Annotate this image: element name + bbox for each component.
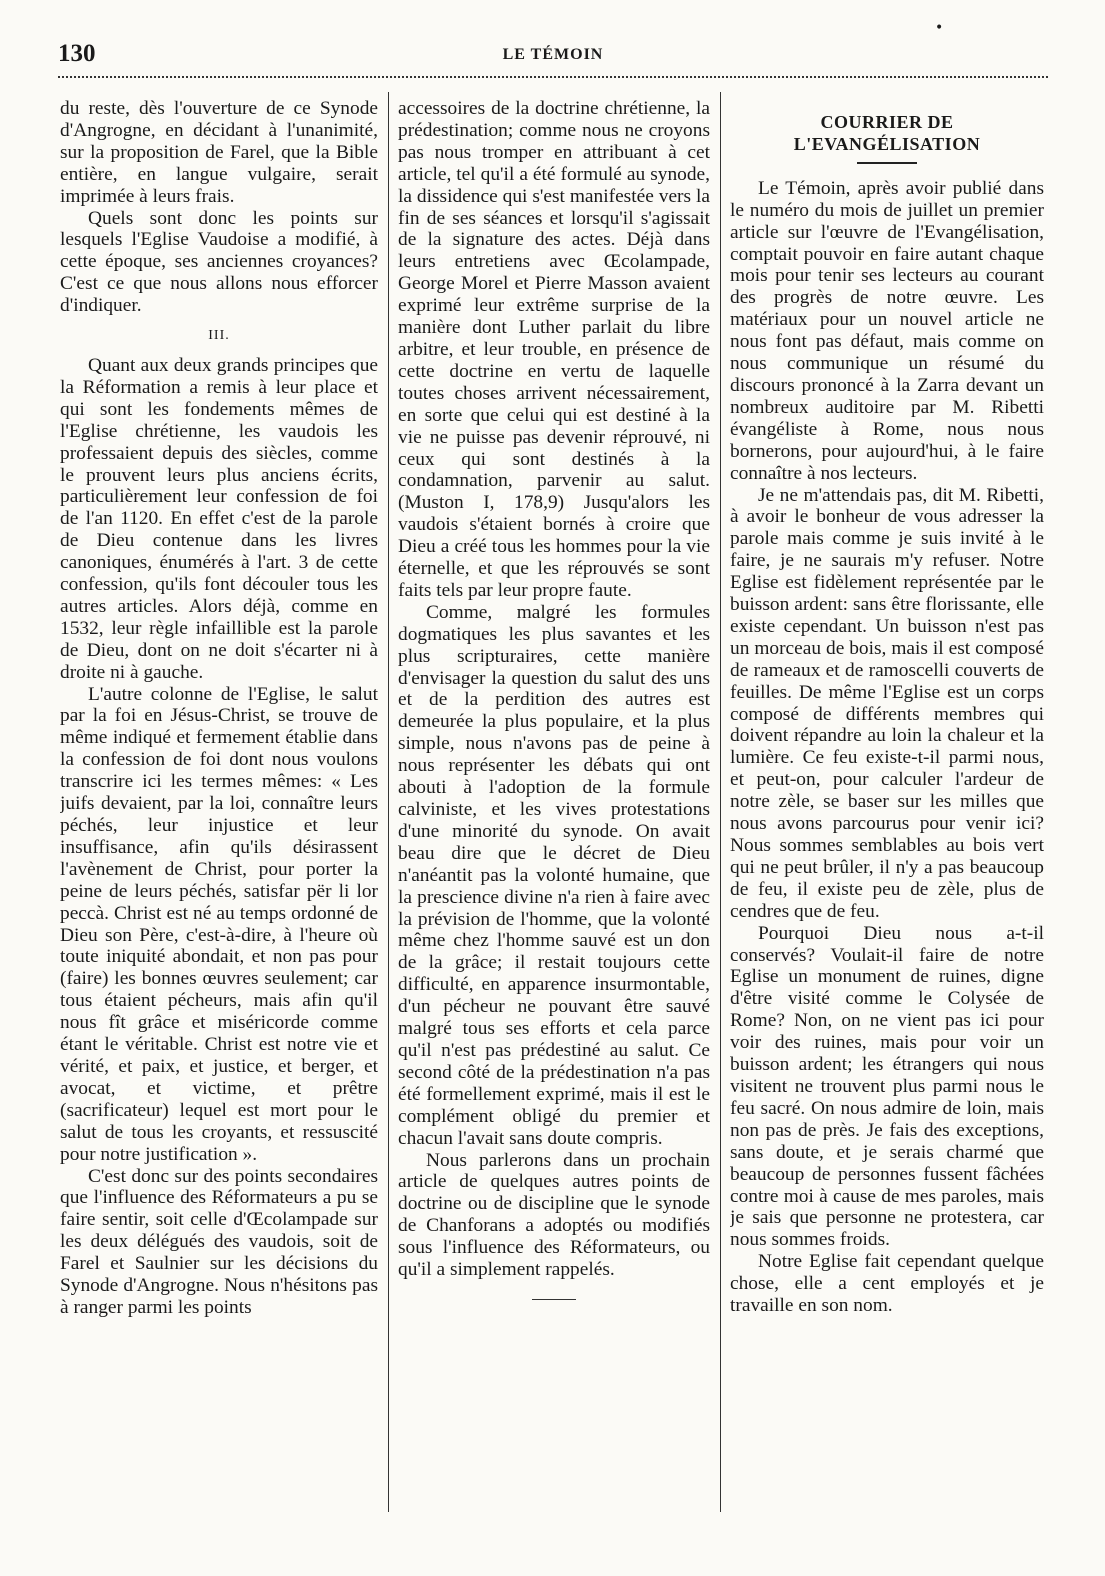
heading-rule (857, 162, 917, 164)
page-number: 130 (58, 40, 96, 67)
paragraph: du reste, dès l'ouverture de ce Synode d'Angrogne, en décidant à l'unanimité, sur la proposition de Farel, que la Bible entière, en langue vulgaire, serait imprimée à leurs frais. (60, 98, 378, 207)
column-divider (388, 92, 389, 1512)
journal-title: LE TÉMOIN (502, 46, 604, 63)
paragraph: C'est donc sur des points secondaires que l'influence des Réformateurs a pu se faire sentir, soit celle d'Œcolampade sur les deux délégués des vaudois, soit de Farel et Saulnier sur les décisions du Synode d'Angrogne. Nous n'hésitons pas à ranger parmi les points (60, 1165, 378, 1318)
section-marker: III. (208, 328, 230, 344)
print-speck: • (935, 20, 944, 36)
paragraph: Le Témoin, après avoir publié dans le numéro du mois de juillet un premier article sur l'œuvre de l'Evangélisation, comptait pouvoir en faire autant chaque mois pour tenir ses lecteurs au courant des progrès de notre œuvre. Les matériaux pour un nouvel article ne nous font pas défaut, mais comme on nous communique un résumé du discours prononcé à la Zarra devant un nombreux auditoire par M. Ribetti évangéliste à Rome, nous nous bornerons, pour aujourd'hui, à le faire connaître à nos lecteurs. (730, 177, 1044, 484)
paragraph: Comme, malgré les formules dogmatiques les plus savantes et les plus scripturaires, cette manière d'envisager la question du salut des uns et de la perdition des autres est demeurée la plus populaire, et la plus simple, nous n'avons pas de peine à nous représenter les débats qui ont abouti à l'adoption de la formule calviniste, et les vives protestations d'une minorité du synode. On avait beau dire que le décret de Dieu n'anéantit pas la volonté humaine, que la prescience divine n'a rien à faire avec la prévision de l'homme, que la volonté même chez l'homme sauvé est un don de la grâce; il restait toujours cette difficulté, en apparence insurmontable, d'un pécheur ne pouvant être sauvé malgré tous ses efforts et cela parce qu'il n'est pas prédestiné au salut. Ce second côté de la prédestination n'a pas été formellement exprimé, mais il est le complément obligé du premier et chacun l'avait sans doute compris. (398, 601, 710, 1149)
paragraph: accessoires de la doctrine chrétienne, la prédestination; comme nous ne croyons pas nous tromper en attribuant à cet article, tel qu'il a été formulé au synode, la dissidence qui s'est manifestée vers la fin de ses séances et lorsqu'il s'agissait de la signature des actes. Déjà dans leurs entretiens avec Œcolampade, George Morel et Pierre Masson avaient exprimé leur extrême surprise de la manière dont Luther parlait du libre arbitre, et leur trouble, en présence de cette doctrine en vertu de laquelle toutes choses arrivent nécessairement, en sorte que celui qui est destiné à la vie ne puisse pas devenir réprouvé, ni ceux qui sont destinés à la condamnation, parvenir au salut. (Muston I, 178,9) Jusqu'alors les vaudois s'étaient bornés à croire que Dieu a créé tous les hommes pour la vie éternelle, et que les réprouvés se sont faits tels par leur propre faute. (398, 98, 710, 601)
paragraph: Nous parlerons dans un prochain article de quelques autres points de doctrine ou de discipline que le synode de Chanforans a adoptés ou modifiés sous l'influence des Réformateurs, ou qu'il a simplement rappelés. (398, 1149, 710, 1281)
paragraph: Quels sont donc les points sur lesquels l'Eglise Vaudoise a modifié, à cette époque, ses anciennes croyances? C'est ce que nous allons nous efforcer d'indiquer. (60, 207, 378, 317)
page-header (58, 36, 1048, 76)
paragraph: L'autre colonne de l'Eglise, le salut par la foi en Jésus-Christ, se trouve de même indiqué et fermement établie dans la confession de foi dont nous voulons transcrire ici les termes mêmes: « Les juifs devaient, par la loi, connaître leurs péchés, leur injustice et leur insuffisance, afin qu'ils désirassent l'avènement de Christ, pour porter la peine de leurs péchés, satisfar për li lor peccà. Christ est né au temps ordonné de Dieu son Père, c'est-à-dire, à l'heure où toute iniquité abondait, et non pas pour (faire) les bonnes œuvres seulement; car tous étaient pécheurs, mais afin qu'il nous fît grâce et miséricorde comme étant le véritable. Christ est notre vie et vérité, et paix, et justice, et berger, et avocat, et victime, et prêtre (sacrificateur) lequel est mort pour le salut de tous les croyants, et ressuscité pour notre justification ». (60, 683, 378, 1165)
article-end-rule (532, 1299, 576, 1300)
paragraph: Pourquoi Dieu nous a-t-il conservés? Voulait-il faire de notre Eglise un monument de ruines, digne d'être visité comme le Colysée de Rome? Non, on ne vient pas ici pour voir des ruines, mais pour voir un buisson ardent; les étrangers qui nous visitent ne trouvent plus parmi nous le feu sacré. On nous admire de loin, mais non pas de près. Je fais des exceptions, sans doute, et je serais charmé que beaucoup de personnes fussent fâchées contre moi à cause de mes paroles, mais je sais que personne ne protestera, car nous sommes froids. (730, 922, 1044, 1251)
paragraph: Notre Eglise fait cependant quelque chose, elle a cent employés et je travaille en son nom. (730, 1251, 1044, 1317)
column-1 (60, 98, 378, 1518)
header-rule (58, 76, 1048, 78)
paragraph: Je ne m'attendais pas, dit M. Ribetti, à avoir le bonheur de vous adresser la parole mais comme je suis invité à le faire, je ne saurais m'y refuser. Notre Eglise est fidèlement représentée par le buisson ardent: sans être florissante, elle existe cependant. Un buisson n'est pas un morceau de bois, mais il est composé de rameaux et de ramoscelli couverts de feuilles. De même l'Eglise est un corps composé de différents membres qui doivent répandre au loin la chaleur et la lumière. Ce feu existe-t-il parmi nous, et peut-on, pour calculer l'ardeur de notre zèle, se baser sur les milles que nous avons parcourus pour venir ici? Nous sommes semblables au bois vert qui ne peut brûler, il n'y a pas beaucoup de feu, il existe peu de zèle, plus de cendres que de feu. (730, 484, 1044, 922)
paragraph: Quant aux deux grands principes que la Réformation a remis à leur place et qui sont les fondements mêmes de l'Eglise chrétienne, les vaudois les professaient depuis des siècles, comme le prouvent leurs plus anciens écrits, particulièrement leur confession de foi de l'an 1120. En effet c'est de la parole de Dieu contenue dans les livres canoniques, énumérés à l'art. 3 de cette confession, qu'ils font découler tous les autres articles. Alors déjà, comme en 1532, leur règle infaillible est la parole de Dieu, dont on ne doit s'écarter ni à droite ni à gauche. (60, 354, 378, 683)
column-2 (398, 98, 710, 1518)
section-heading: COURRIER DE L'EVANGÉLISATION (793, 112, 981, 154)
column-3 (730, 98, 1044, 1518)
column-divider (720, 92, 721, 1512)
